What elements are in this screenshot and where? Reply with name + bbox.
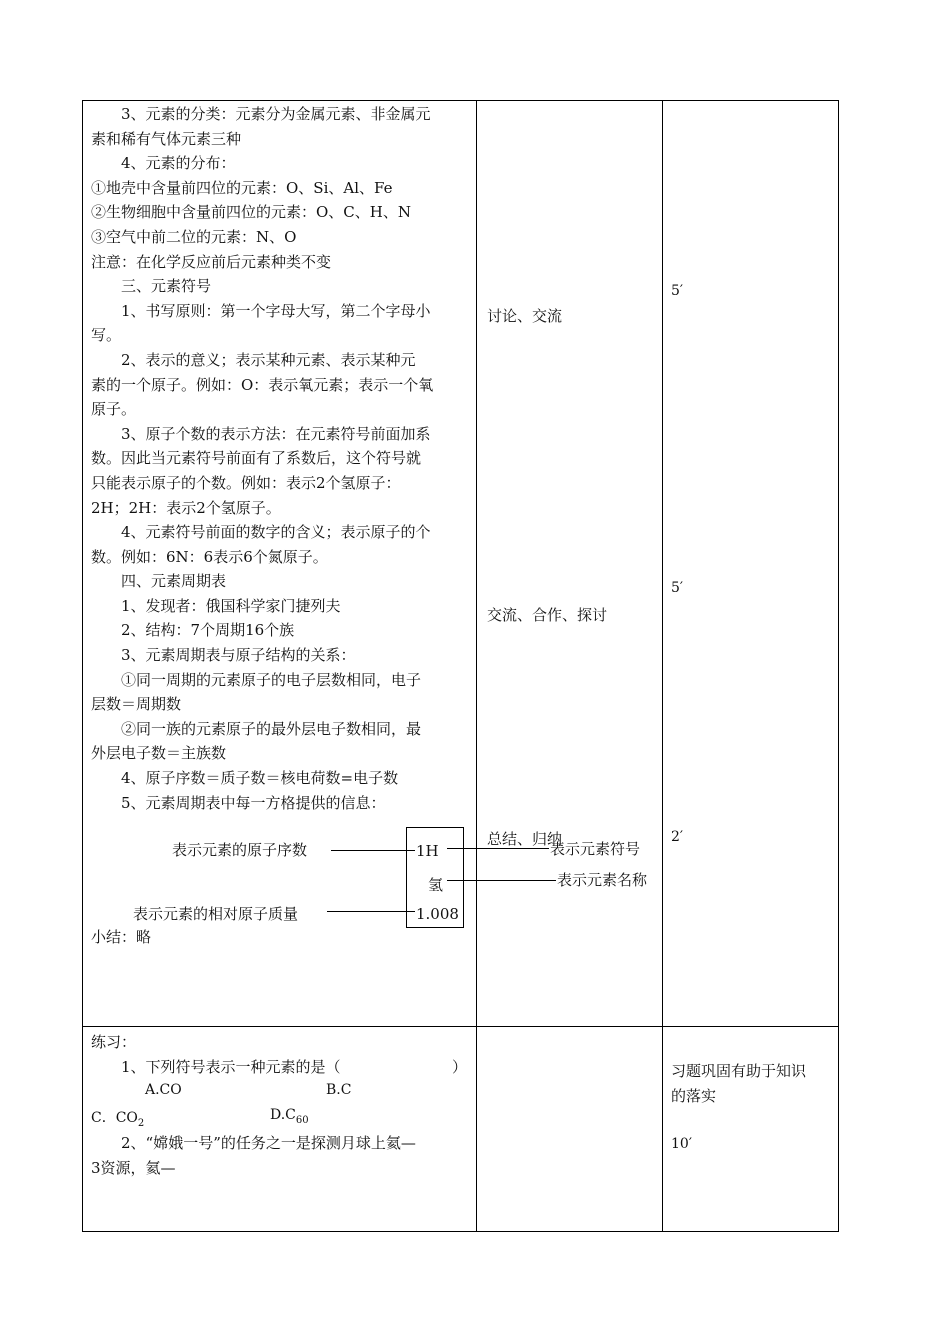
content-line: ②同一族的元素原子的最外层电子数相同，最 [121, 719, 422, 738]
content-line: ①地壳中含量前四位的元素：O、Si、Al、Fe [91, 178, 393, 197]
summary-text: 小结：略 [91, 928, 152, 946]
content-line: 素的一个原子。例如：O：表示氧元素；表示一个氧 [91, 375, 434, 394]
content-line: 数。例如：6N：6表示6个氮原子。 [91, 547, 328, 566]
content-line: 5、元素周期表中每一方格提供的信息： [121, 793, 386, 812]
label-symbol: 表示元素符号 [550, 840, 641, 858]
option-d: $D.C_{60}$ [270, 1107, 309, 1126]
table-border-top [82, 100, 839, 101]
element-mass: 1.008 [416, 905, 459, 923]
table-border-right [838, 100, 839, 1232]
content-line: 只能表示原子的个数。例如：表示2个氢原子： [91, 473, 401, 492]
table-column-divider-2 [662, 100, 663, 1232]
option-c: C．$CO_2$ [91, 1110, 145, 1129]
content-line: 2、表示的意义；表示某种元素、表示某种元 [121, 350, 416, 369]
lesson-content [91, 102, 471, 815]
label-atomic-mass: 表示元素的相对原子质量 [133, 905, 299, 923]
content-line: 4、元素符号前面的数字的含义；表示原子的个 [121, 523, 431, 542]
activity-cooperate: 交流、合作、探讨 [487, 606, 608, 624]
activity-summarize: 总结、归纳 [487, 830, 563, 848]
content-line: 4、原子序数＝质子数＝核电荷数=电子数 [121, 769, 399, 788]
content-line: 2H；2H：表示2个氢原子。 [91, 498, 281, 517]
exercise-title: 练习： [91, 1033, 137, 1051]
exercise-question-2-line1: 2、“嫦娥一号”的任务之一是探测月球上氦— [121, 1134, 416, 1152]
label-atomic-number: 表示元素的原子序数 [172, 841, 308, 859]
content-line: 素和稀有气体元素三种 [91, 129, 242, 148]
content-line: 注意：在化学反应前后元素种类不变 [91, 252, 332, 271]
content-line: 数。因此当元素符号前面有了系数后，这个符号就 [91, 449, 422, 468]
time-4: 10′ [671, 1136, 692, 1152]
section-heading: 四、元素周期表 [121, 572, 227, 591]
table-row-divider [82, 1026, 839, 1027]
time-3: 2′ [671, 829, 684, 845]
element-name: 氢 [428, 876, 444, 894]
time-2: 5′ [671, 580, 684, 596]
content-line: 层数＝周期数 [91, 695, 182, 714]
exercise-question-1-close: ） [452, 1058, 468, 1076]
content-line: 原子。 [91, 400, 137, 419]
option-b: B.C [326, 1082, 352, 1098]
content-line: 2、结构：7个周期16个族 [121, 621, 295, 640]
element-symbol: 1H [416, 842, 439, 860]
content-line: 4、元素的分布： [121, 154, 236, 173]
content-line: 写。 [91, 326, 122, 345]
content-line: 3、原子个数的表示方法：在元素符号前面加系 [121, 424, 431, 443]
table-border-bottom [82, 1231, 839, 1232]
exercise-question-1: 1、下列符号表示一种元素的是（ [121, 1058, 341, 1076]
option-a: A.CO [145, 1082, 182, 1098]
content-line: ③空气中前二位的元素：N、O [91, 227, 297, 246]
pointer-line-name [447, 880, 556, 881]
content-line: 3、元素周期表与原子结构的关系： [121, 646, 356, 665]
label-name: 表示元素名称 [557, 871, 648, 889]
time-1: 5′ [671, 283, 684, 299]
table-border-left [82, 100, 83, 1232]
content-line: 外层电子数＝主族数 [91, 744, 227, 763]
content-line: 3、元素的分类：元素分为金属元素、非金属元 [121, 105, 431, 123]
exercise-question-2-line2: 3资源，氦— [91, 1159, 176, 1177]
pointer-line-atomic-mass [327, 911, 415, 912]
section-heading: 三、元素符号 [121, 277, 212, 296]
table-column-divider-1 [476, 100, 477, 1232]
content-line: 1、书写原则：第一个字母大写，第二个字母小 [121, 301, 431, 320]
activity-discuss: 讨论、交流 [487, 307, 563, 325]
content-line: ①同一周期的元素原子的电子层数相同，电子 [121, 670, 422, 689]
exercise-note-line1: 习题巩固有助于知识 [671, 1062, 807, 1080]
content-line: ②生物细胞中含量前四位的元素：O、C、H、N [91, 203, 411, 222]
pointer-line-atomic-number [331, 850, 415, 851]
exercise-note-line2: 的落实 [671, 1087, 717, 1105]
content-line: 1、发现者：俄国科学家门捷列夫 [121, 596, 341, 615]
